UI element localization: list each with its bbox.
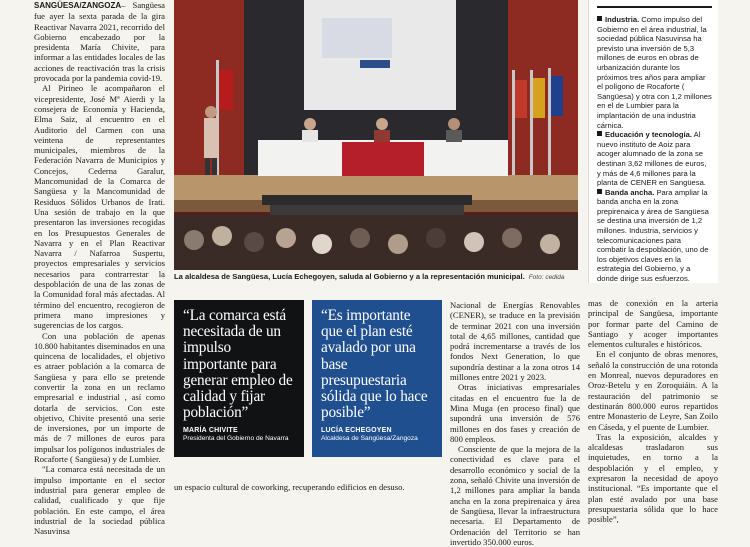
- quote-text: “La comarca está necesitada de un impulso importante para generar empleo de calidad y fijar población”: [183, 307, 293, 422]
- article-paragraph: un espacio cultural de coworking, recuperando edificios en desuso.: [174, 482, 405, 492]
- article-paragraph: En el conjunto de obras menores, señaló la construcción de una rotonda en Monreal, nuevos depuradores en Oroz-Betelu y en Zoroquiáin. A la restauración del patrimonio se destinarán 800.000 euros repartidos entre Monasterio de Leyre, San Zoilo en Cáseda, y el puente de Lumbier.: [588, 349, 718, 432]
- square-bullet-icon: [597, 131, 602, 136]
- key-points-sidebar: [588, 0, 718, 283]
- sidebar-rule: [597, 6, 712, 10]
- article-paragraph: "La comarca está necesitada de un impulso importante en el sector industrial para generar empleo de calidad, cualificado y que fije población. En este campo, el área industrial de la sociedad pública Nasuvinsa: [34, 464, 165, 537]
- caption-text: La alcaldesa de Sangüesa, Lucía Echegoyen, saluda al Gobierno y a la representación municipal.: [174, 272, 525, 281]
- quote-author-role: Alcaldesa de Sangüesa/Zangoza: [321, 435, 418, 442]
- article-photo: [174, 0, 578, 270]
- article-paragraph: SANGÜESA/ZANGOZA– Sangüesa fue ayer la sexta parada de la gira Reactivar Navarra 2021, recorrido del Gobierno encabezado por la presidenta María Chivite, para informar a las entidades locales de las acciones de reactivación tras la crisis provocada por la pandemia covid-19.: [34, 0, 165, 84]
- article-paragraph: Con una población de apenas 10.800 habitantes diseminados en una quincena de localidades, el objetivo es atraer población a la comarca de Sangüesa y para ello se pretende convertir la zona en un reclamo empresarial e industrial , así como dotarla de servicios. Con este objetivo, Chivite presentó una serie de inversiones, por un importe de más de 7 millones de euros para impulsar los polígonos industriales de Rocaforte ( Sangüesa) y de Lumbier.: [34, 330, 165, 465]
- quote-text: “Es importante que el plan esté avalado por una base presupuestaria sólida que lo hace posible”: [321, 307, 428, 422]
- article-paragraph: Otras iniciativas empresariales citadas en el encuentro fue la de Mina Muga (en proceso final) que supondrá una inversión de 576 millones en dos fases y creación de 800 empleos.: [450, 382, 580, 444]
- sidebar-item-banda-ancha: Banda ancha. Para ampliar la banda ancha en la zona prepirenaica y área de Sangüesa se destina una inversión de 1,2 millones. Industria, servicios y telecomunicaciones para combatir la despoblación, uno de los objetivos claves en la estrategia del Gobierno, y a donde dirige sus esfuerzos.: [597, 187, 709, 284]
- pull-quote-chivite: [174, 300, 304, 457]
- pull-quote-echegoyen: [312, 300, 442, 457]
- photo-caption: [174, 272, 578, 283]
- article-paragraph: Consciente de que la mejora de la conectividad es clave para el desarrollo económico y social de la zona, señaló Chivite una inversión de 1,2 millones para ampliar la banda ancha en la zona prepirenaica y área de Sangüesa, llevar la infraestructura necesaria. El Departamento de Ordenación del Territorio se han invertido 350.000 euros.: [450, 444, 580, 547]
- quote-author-name: MARÍA CHIVITE: [183, 427, 238, 434]
- photo-credit: Foto: cedida: [528, 274, 565, 281]
- article-fragment-below-quotes: [174, 482, 450, 500]
- sidebar-item-industria: Industria. Como impulso del Gobierno en el área industrial, la sociedad pública Nasuvinsa ha previsto una inversión de 5,3 millones de euros en obras de urbanización durante los próximos tres años para ampliar el polígono de Rocaforte ( Sangüesa) y otra con 1,2 millones en el de Lumbier para la implantación de una industria cárnica.: [597, 15, 712, 130]
- article-paragraph: Tras la exposición, alcaldes y alcaldesas trasladaron sus inquietudes, en torno a la despoblación y el empleo, y expresaron la necesidad de apoyo institucional. “Es importante que el plan esté avalado por una base presupuestaria sólida que lo hace posible”,: [588, 431, 718, 525]
- auditorium-photo-illustration: [174, 0, 578, 270]
- article-column-middle: [450, 300, 580, 547]
- square-bullet-icon: [597, 189, 602, 194]
- dateline: SANGÜESA/ZANGOZA: [34, 1, 122, 10]
- article-paragraph: Nacional de Energías Renovables (CENER), se traduce en la previsión de terminar 2021 con una inversión total de 4,65 millones, cantidad que podrá incrementarse a través de los fondos Next Generation, lo que supondría destinar a la zona otros 14 millones entre 2021 y 2023.: [450, 300, 580, 383]
- article-column-left: [34, 0, 165, 537]
- quote-author-role: Presidenta del Gobierno de Navarra: [183, 435, 289, 442]
- article-paragraph: Al Pirineo le acompañaron el vicepresidente, José Mª Aierdi y la consejera de Economía y Hacienda, Elma Saiz, al encuentro en el Auditorio del Carmen con una veintena de representantes municipales, miembros de la Federación Navarra de Municipios y Concejos, Cederna Garalur, Mancomunidad de la Comarca de Sangüesa y la Mancomunidad de Residuos Sólidos Urbanos de Irati. Una sesión de trabajo en la que presentaron las inversiones recogidas en los Presupuestos Generales de Navarra y en el Plan Reactivar Navarra / Nafarroa Suspertu, proyectos empresariales y servicios necesarios para contrarrestar la despoblación de una de las zonas de la Comunidad foral más afectadas. Al término del encuentro, recogieron de primera mano impresiones y sugerencias de los cargos.: [34, 83, 165, 331]
- article-paragraph: mas de conexión en la arteria principal de Sangüesa, importante por formar parte del Camino de Santiago y acoger importantes elementos culturales e históricos.: [588, 298, 718, 350]
- sidebar-item-educacion: Educación y tecnología. Al nuevo instituto de Aoiz para acoger alumnado de la zona se destinan 3,62 millones de euros, y más de 4,6 millones para la planta de CENER en Sangüesa.: [597, 130, 707, 188]
- quote-author-name: LUCÍA ECHEGOYEN: [321, 427, 392, 434]
- square-bullet-icon: [597, 16, 602, 21]
- article-column-right: [588, 298, 718, 525]
